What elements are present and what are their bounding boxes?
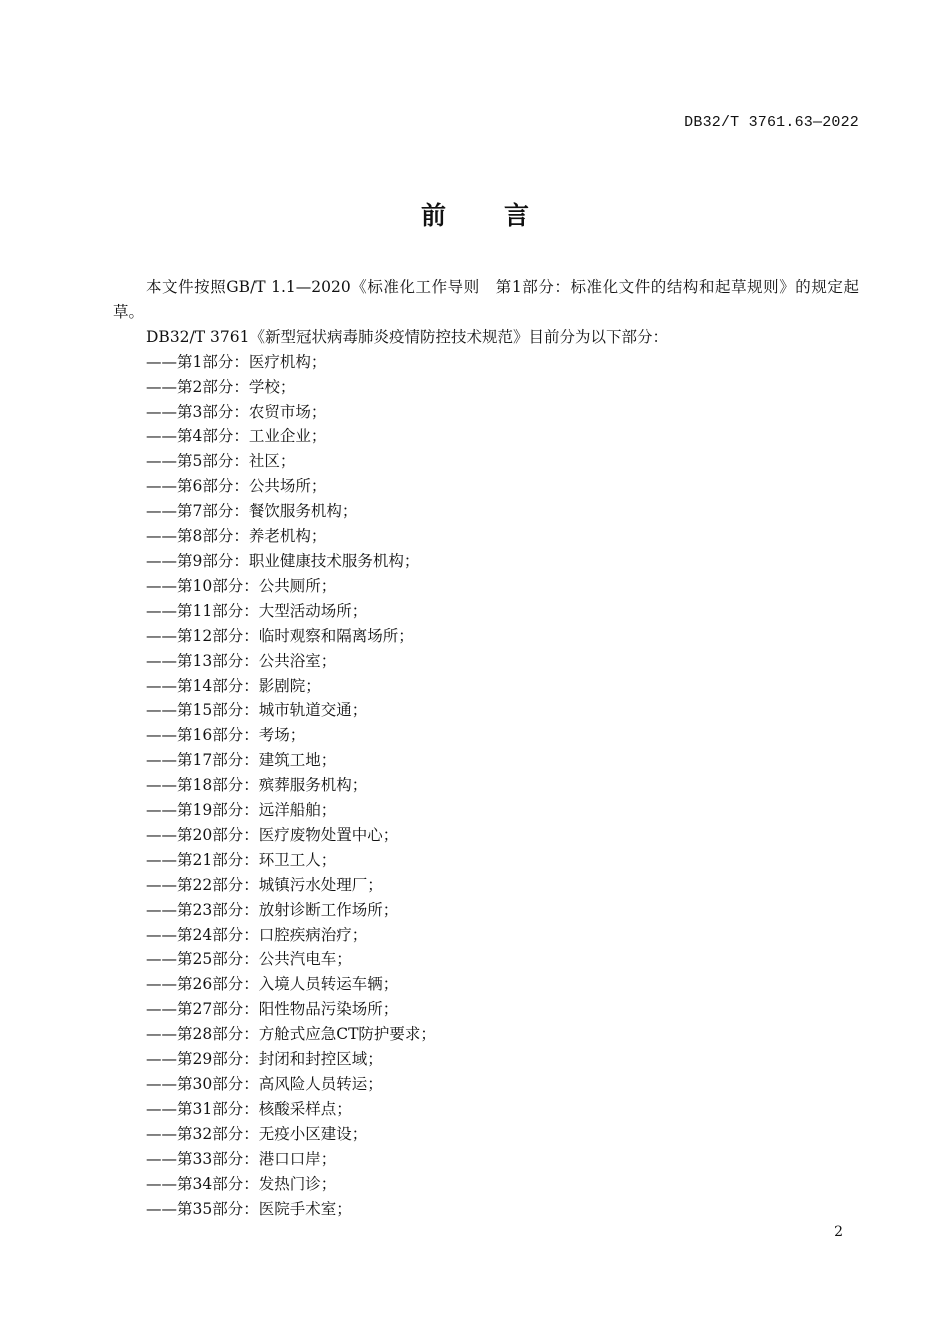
page-number: 2 bbox=[834, 1224, 843, 1240]
list-item: ——第26部分：入境人员转运车辆； bbox=[146, 975, 399, 994]
list-item: ——第35部分：医院手术室； bbox=[146, 1199, 352, 1218]
list-item: ——第18部分：殡葬服务机构； bbox=[146, 776, 368, 795]
list-item: ——第23部分：放射诊断工作场所； bbox=[146, 900, 399, 919]
document-body bbox=[113, 275, 859, 1221]
list-item: ——第12部分：临时观察和隔离场所； bbox=[146, 626, 414, 645]
list-item: ——第8部分：养老机构； bbox=[146, 527, 327, 546]
list-item: ——第16部分：考场； bbox=[146, 726, 306, 745]
list-item: ——第25部分：公共汽电车； bbox=[146, 950, 352, 969]
list-item: ——第13部分：公共浴室； bbox=[146, 651, 337, 670]
list-item: ——第20部分：医疗废物处置中心； bbox=[146, 825, 399, 844]
list-item: ——第10部分：公共厕所； bbox=[146, 576, 337, 595]
list-item: ——第19部分：远洋船舶； bbox=[146, 801, 337, 820]
list-item: ——第22部分：城镇污水处理厂； bbox=[146, 875, 383, 894]
list-item: ——第1部分：医疗机构； bbox=[146, 352, 327, 371]
list-item: ——第21部分：环卫工人； bbox=[146, 850, 337, 869]
document-code: DB32/T 3761.63—2022 bbox=[684, 114, 859, 131]
list-item: ——第14部分：影剧院； bbox=[146, 676, 321, 695]
list-item: ——第11部分：大型活动场所； bbox=[146, 601, 368, 620]
intro-paragraph-parts: DB32/T 3761《新型冠状病毒肺炎疫情防控技术规范》目前分为以下部分： bbox=[146, 327, 668, 346]
intro-paragraph-drafting: 本文件按照GB/T 1.1—2020《标准化工作导则 第1部分：标准化文件的结构和起草规则》的规定起草。 bbox=[113, 278, 859, 321]
list-item: ——第4部分：工业企业； bbox=[146, 427, 327, 446]
list-item: ——第27部分：阳性物品污染场所； bbox=[146, 1000, 399, 1019]
list-item: ——第32部分：无疫小区建设； bbox=[146, 1124, 368, 1143]
list-item: ——第9部分：职业健康技术服务机构； bbox=[146, 551, 420, 570]
list-item: ——第17部分：建筑工地； bbox=[146, 751, 337, 770]
list-item: ——第15部分：城市轨道交通； bbox=[146, 701, 368, 720]
list-item: ——第28部分：方舱式应急CT防护要求； bbox=[146, 1025, 436, 1044]
list-item: ——第31部分：核酸采样点； bbox=[146, 1099, 352, 1118]
list-item: ——第5部分：社区； bbox=[146, 452, 296, 471]
list-item: ——第29部分：封闭和封控区域； bbox=[146, 1050, 383, 1069]
parts-list bbox=[113, 350, 859, 1222]
list-item: ——第24部分：口腔疾病治疗； bbox=[146, 925, 368, 944]
list-item: ——第34部分：发热门诊； bbox=[146, 1174, 337, 1193]
list-item: ——第7部分：餐饮服务机构； bbox=[146, 502, 358, 521]
page-title: 前言 bbox=[420, 201, 587, 230]
list-item: ——第6部分：公共场所； bbox=[146, 477, 327, 496]
list-item: ——第33部分：港口口岸； bbox=[146, 1149, 337, 1168]
list-item: ——第2部分：学校； bbox=[146, 377, 296, 396]
list-item: ——第30部分：高风险人员转运； bbox=[146, 1075, 383, 1093]
list-item: ——第3部分：农贸市场； bbox=[146, 402, 327, 421]
